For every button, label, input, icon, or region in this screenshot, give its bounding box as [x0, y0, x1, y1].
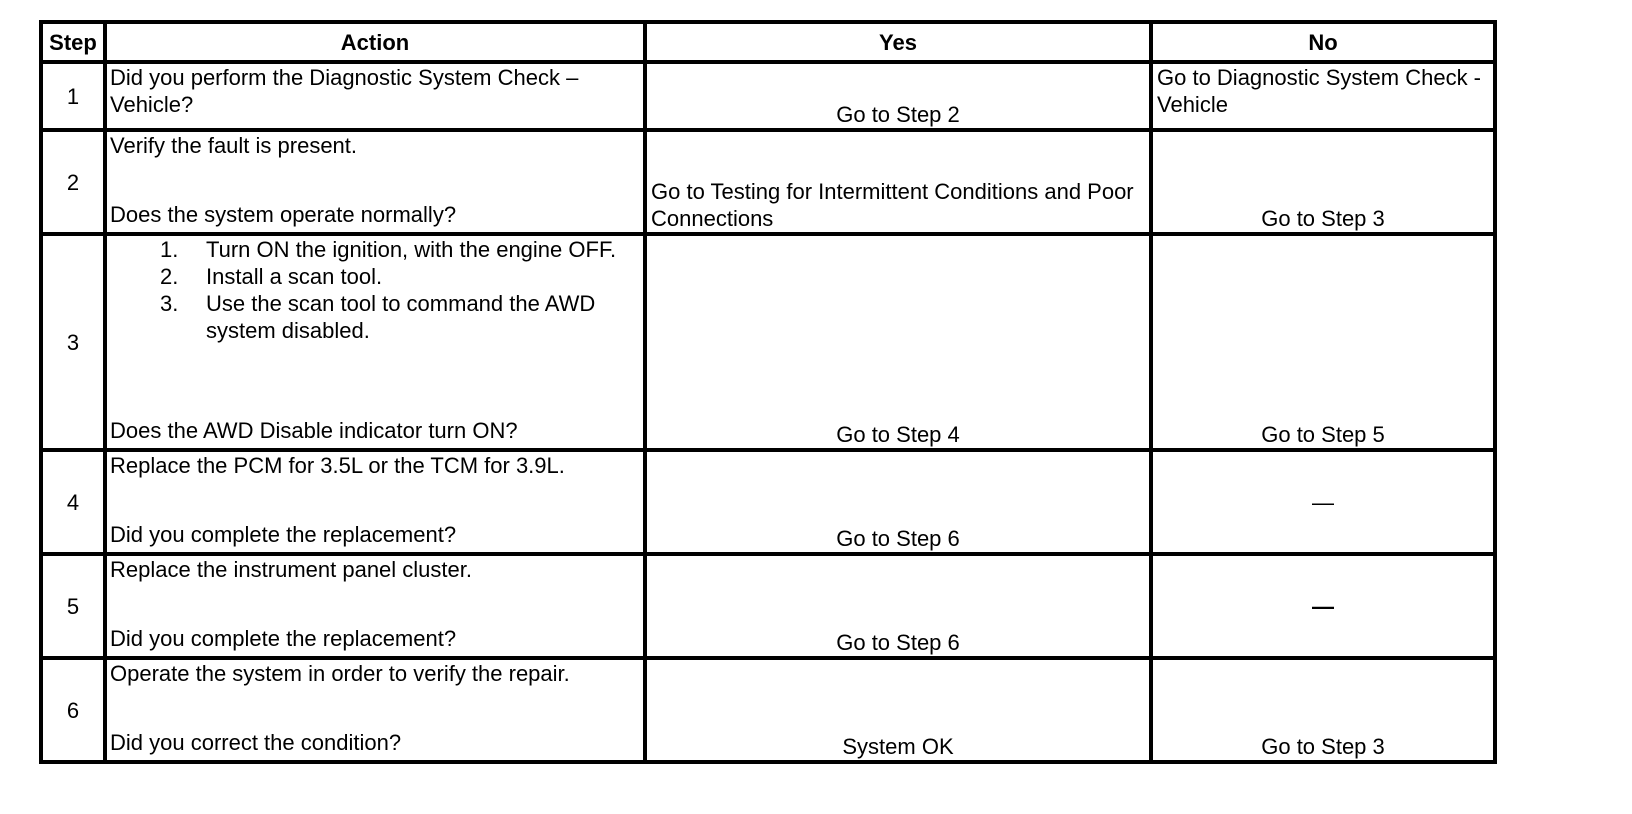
action-cell [105, 130, 645, 234]
no-cell: Go to Step 5 [1151, 234, 1495, 450]
action-cell [105, 450, 645, 554]
header-yes: Yes [645, 22, 1151, 62]
yes-cell: Go to Testing for Intermittent Conditions and Poor Connections [645, 130, 1151, 234]
table-row [41, 62, 1495, 130]
list-item: 2. Install a scan tool. [160, 264, 383, 289]
no-cell: Go to Step 3 [1151, 658, 1495, 762]
table-row [41, 658, 1495, 762]
yes-cell: Go to Step 2 [645, 62, 1151, 130]
list-item: 1. Turn ON the ignition, with the engine OFF. [160, 237, 617, 262]
action-cell [105, 658, 645, 762]
step-number: 2 [41, 130, 105, 234]
action-instruction: Operate the system in order to verify the repair. [110, 661, 570, 686]
step-number: 4 [41, 450, 105, 554]
yes-cell: Go to Step 6 [645, 554, 1151, 658]
list-item: 3. Use the scan tool to command the AWD system disabled. [160, 291, 596, 343]
table-row [41, 234, 1495, 450]
table-row [41, 554, 1495, 658]
action-question: Did you correct the condition? [110, 730, 402, 755]
dash-mark: — [1312, 593, 1334, 619]
action-question: Did you complete the replacement? [110, 522, 457, 547]
no-cell [1151, 554, 1495, 658]
step-number: 5 [41, 554, 105, 658]
yes-cell: Go to Step 4 [645, 234, 1151, 450]
step-number: 3 [41, 234, 105, 450]
action-cell [105, 234, 645, 450]
dash-mark: — [1312, 489, 1334, 515]
header-step: Step [41, 22, 105, 62]
action-question: Does the system operate normally? [110, 202, 457, 227]
action-text: Did you perform the Diagnostic System Check – Vehicle? [110, 65, 579, 117]
yes-cell: System OK [645, 658, 1151, 762]
no-cell: Go to Step 3 [1151, 130, 1495, 234]
header-action: Action [105, 22, 645, 62]
step-number: 1 [41, 62, 105, 130]
action-instruction: Replace the instrument panel cluster. [110, 557, 472, 582]
action-cell [105, 62, 645, 130]
header-no: No [1151, 22, 1495, 62]
table-row [41, 130, 1495, 234]
yes-cell: Go to Step 6 [645, 450, 1151, 554]
action-step-list [110, 236, 639, 344]
header-row [41, 22, 1495, 62]
action-cell [105, 554, 645, 658]
step-number: 6 [41, 658, 105, 762]
action-question: Did you complete the replacement? [110, 626, 457, 651]
no-cell: Go to Diagnostic System Check - Vehicle [1151, 62, 1495, 130]
table-row [41, 450, 1495, 554]
action-question: Does the AWD Disable indicator turn ON? [110, 418, 518, 443]
action-instruction: Verify the fault is present. [110, 133, 358, 158]
action-instruction: Replace the PCM for 3.5L or the TCM for 3.9L. [110, 453, 565, 478]
diagnostic-table [39, 20, 1497, 764]
no-cell [1151, 450, 1495, 554]
